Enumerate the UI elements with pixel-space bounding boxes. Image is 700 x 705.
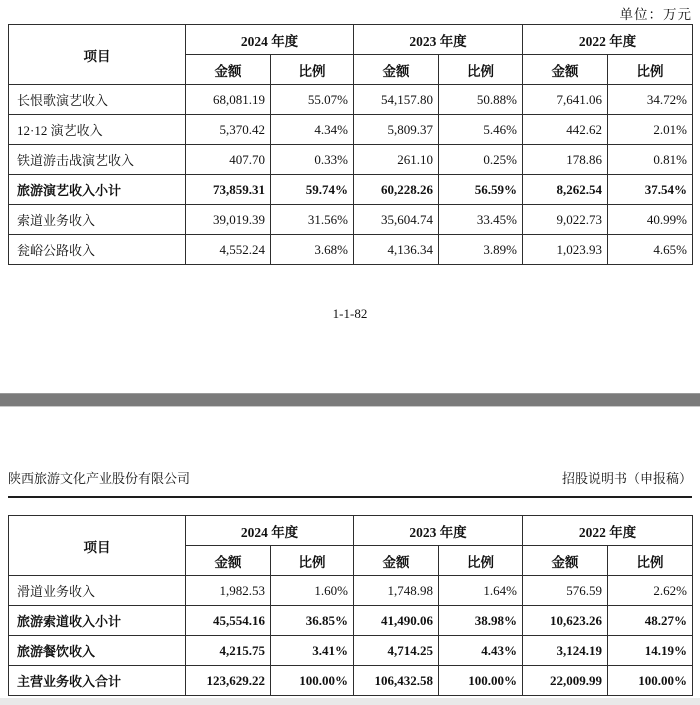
unit-label: 单位：万元 xyxy=(619,7,692,22)
revenue-table-page2 xyxy=(8,515,693,696)
col-header-item: 项目 xyxy=(9,516,186,576)
table-row xyxy=(9,145,693,175)
cell-value: 5.46% xyxy=(439,115,523,145)
col-header-ratio-2024: 比例 xyxy=(271,55,354,85)
cell-value: 73,859.31 xyxy=(186,175,271,205)
cell-value: 0.25% xyxy=(439,145,523,175)
row-label: 瓮峪公路收入 xyxy=(9,235,186,265)
cell-value: 68,081.19 xyxy=(186,85,271,115)
col-header-amount-2024: 金额 xyxy=(186,546,271,576)
table-row-total xyxy=(9,666,693,696)
col-header-2024: 2024 年度 xyxy=(186,516,354,546)
cell-value: 4,714.25 xyxy=(354,636,439,666)
revenue-table-page1 xyxy=(8,24,693,265)
row-label: 12·12 演艺收入 xyxy=(9,115,186,145)
row-label: 索道业务收入 xyxy=(9,205,186,235)
bottom-page-edge xyxy=(0,698,700,705)
company-name: 陕西旅游文化产业股份有限公司 xyxy=(8,471,191,486)
cell-value: 48.27% xyxy=(608,606,693,636)
cell-value: 4,136.34 xyxy=(354,235,439,265)
col-header-ratio-2023: 比例 xyxy=(439,546,523,576)
cell-value: 33.45% xyxy=(439,205,523,235)
table-row xyxy=(9,235,693,265)
cell-value: 407.70 xyxy=(186,145,271,175)
col-header-amount-2022: 金额 xyxy=(523,546,608,576)
col-header-2022: 2022 年度 xyxy=(523,516,693,546)
cell-value: 39,019.39 xyxy=(186,205,271,235)
col-header-ratio-2022: 比例 xyxy=(608,55,693,85)
cell-value: 1.64% xyxy=(439,576,523,606)
col-header-amount-2023: 金额 xyxy=(354,546,439,576)
col-header-ratio-2022: 比例 xyxy=(608,546,693,576)
row-label: 滑道业务收入 xyxy=(9,576,186,606)
table-row xyxy=(9,576,693,606)
cell-value: 3.41% xyxy=(271,636,354,666)
cell-value: 45,554.16 xyxy=(186,606,271,636)
document-title: 招股说明书（申报稿） xyxy=(561,471,692,486)
col-header-ratio-2023: 比例 xyxy=(439,55,523,85)
col-header-ratio-2024: 比例 xyxy=(271,546,354,576)
cell-value: 55.07% xyxy=(271,85,354,115)
row-label: 主营业务收入合计 xyxy=(9,666,186,696)
cell-value: 4,552.24 xyxy=(186,235,271,265)
row-label: 铁道游击战演艺收入 xyxy=(9,145,186,175)
cell-value: 7,641.06 xyxy=(523,85,608,115)
cell-value: 2.01% xyxy=(608,115,693,145)
cell-value: 100.00% xyxy=(608,666,693,696)
page2-header xyxy=(8,468,692,498)
cell-value: 36.85% xyxy=(271,606,354,636)
page-separator-band xyxy=(0,393,700,407)
cell-value: 442.62 xyxy=(523,115,608,145)
cell-value: 123,629.22 xyxy=(186,666,271,696)
cell-value: 41,490.06 xyxy=(354,606,439,636)
cell-value: 1,748.98 xyxy=(354,576,439,606)
cell-value: 3,124.19 xyxy=(523,636,608,666)
row-label: 旅游演艺收入小计 xyxy=(9,175,186,205)
col-header-2024: 2024 年度 xyxy=(186,25,354,55)
cell-value: 0.81% xyxy=(608,145,693,175)
cell-value: 59.74% xyxy=(271,175,354,205)
cell-value: 4.65% xyxy=(608,235,693,265)
cell-value: 4.43% xyxy=(439,636,523,666)
cell-value: 5,809.37 xyxy=(354,115,439,145)
cell-value: 178.86 xyxy=(523,145,608,175)
cell-value: 35,604.74 xyxy=(354,205,439,235)
cell-value: 5,370.42 xyxy=(186,115,271,145)
cell-value: 1.60% xyxy=(271,576,354,606)
cell-value: 34.72% xyxy=(608,85,693,115)
col-header-amount-2022: 金额 xyxy=(523,55,608,85)
cell-value: 100.00% xyxy=(271,666,354,696)
cell-value: 10,623.26 xyxy=(523,606,608,636)
cell-value: 106,432.58 xyxy=(354,666,439,696)
table-row xyxy=(9,85,693,115)
cell-value: 40.99% xyxy=(608,205,693,235)
table1-header xyxy=(9,25,693,85)
cell-value: 14.19% xyxy=(608,636,693,666)
cell-value: 4,215.75 xyxy=(186,636,271,666)
cell-value: 576.59 xyxy=(523,576,608,606)
cell-value: 4.34% xyxy=(271,115,354,145)
page-number: 1-1-82 xyxy=(332,306,368,321)
row-label: 旅游索道收入小计 xyxy=(9,606,186,636)
cell-value: 60,228.26 xyxy=(354,175,439,205)
cell-value: 2.62% xyxy=(608,576,693,606)
row-label: 长恨歌演艺收入 xyxy=(9,85,186,115)
table-row xyxy=(9,205,693,235)
table2-header xyxy=(9,516,693,576)
cell-value: 56.59% xyxy=(439,175,523,205)
cell-value: 38.98% xyxy=(439,606,523,636)
table-row-subtotal xyxy=(9,606,693,636)
table-row-subtotal xyxy=(9,175,693,205)
cell-value: 1,982.53 xyxy=(186,576,271,606)
col-header-item: 项目 xyxy=(9,25,186,85)
cell-value: 50.88% xyxy=(439,85,523,115)
table-row xyxy=(9,115,693,145)
col-header-amount-2023: 金额 xyxy=(354,55,439,85)
table-row xyxy=(9,636,693,666)
cell-value: 1,023.93 xyxy=(523,235,608,265)
row-label: 旅游餐饮收入 xyxy=(9,636,186,666)
col-header-2023: 2023 年度 xyxy=(354,25,523,55)
cell-value: 0.33% xyxy=(271,145,354,175)
cell-value: 9,022.73 xyxy=(523,205,608,235)
cell-value: 54,157.80 xyxy=(354,85,439,115)
cell-value: 31.56% xyxy=(271,205,354,235)
cell-value: 22,009.99 xyxy=(523,666,608,696)
col-header-2022: 2022 年度 xyxy=(523,25,693,55)
cell-value: 100.00% xyxy=(439,666,523,696)
cell-value: 3.89% xyxy=(439,235,523,265)
cell-value: 8,262.54 xyxy=(523,175,608,205)
cell-value: 261.10 xyxy=(354,145,439,175)
cell-value: 37.54% xyxy=(608,175,693,205)
cell-value: 3.68% xyxy=(271,235,354,265)
col-header-amount-2024: 金额 xyxy=(186,55,271,85)
col-header-2023: 2023 年度 xyxy=(354,516,523,546)
